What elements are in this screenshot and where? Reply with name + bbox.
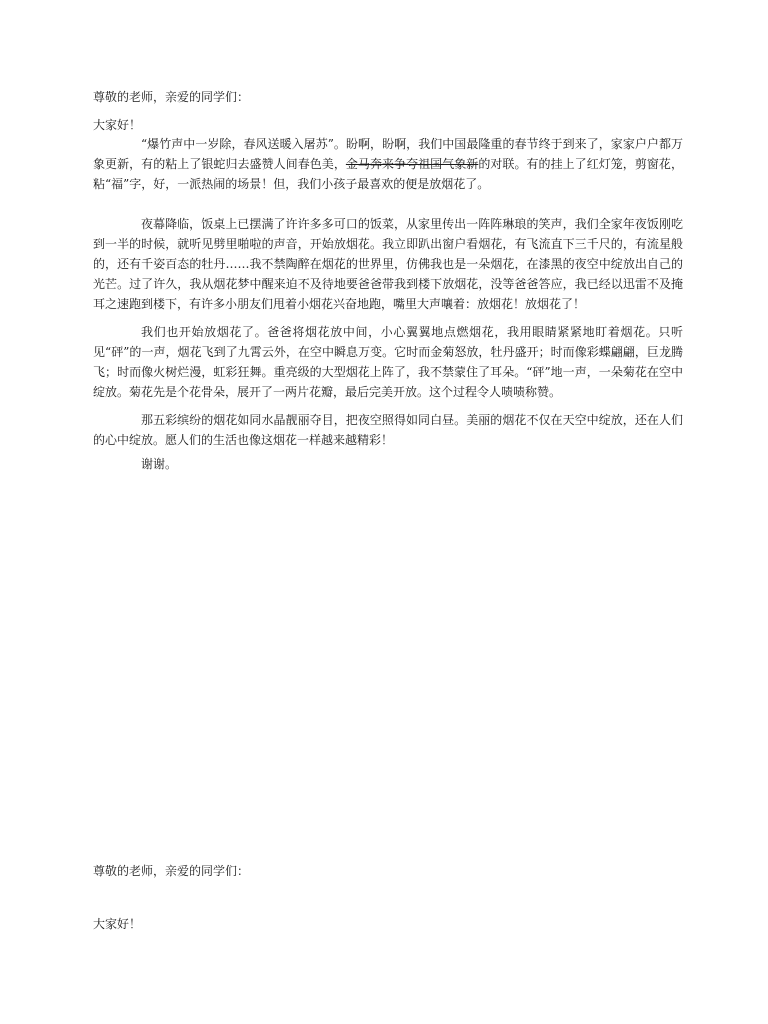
paragraph-4: 那五彩缤纷的烟花如同水晶靓丽夺目，把夜空照得如同白昼。美丽的烟花不仅在天空中绽放，还在人们的心中绽放。愿人们的生活也像这烟花一样越来越精彩！: [93, 413, 683, 447]
couplet-lower: 金马奔来争夸祖国气象新: [345, 157, 479, 171]
couplet-comma: ，: [333, 157, 346, 171]
paragraph-1-rest: 的对联。有的挂上了红灯笼，剪窗花，粘“福”字，好，一派热闹的场景！但，我们小孩子最喜欢的便是放烟花了。: [93, 157, 683, 191]
salutation: 尊敬的老师，亲爱的同学们：: [93, 90, 250, 104]
footer-salutation: 尊敬的老师，亲爱的同学们：: [93, 864, 250, 878]
footer-greeting: 大家好！: [93, 917, 142, 931]
paragraph-2: 夜幕降临，饭桌上已摆满了许许多多可口的饭菜，从家里传出一阵阵琳琅的笑声，我们全家年夜饭刚吃到一半的时候，就听见劈里啪啦的声音，开始放烟花。我立即趴出窗户看烟花，有飞流直下三千尺的，有流星般的，还有千姿百态的牡丹……我不禁陶醉在烟花的世界里，仿佛我也是一朵烟花，在漆黑的夜空中绽放出自己的光芒。过了许久，我从烟花梦中醒来迫不及待地要爸爸带我到楼下放烟花，没等爸爸答应，我已经以迅雷不及掩耳之速跑到楼下，有许多小朋友们甩着小烟花兴奋地跑，嘴里大声嚷着：放烟花！放烟花了！: [93, 217, 683, 311]
paragraph-1-intro: “爆竹声中一岁除，春风送暖入屠苏”。盼啊，盼啊，我们中国最隆重的春节终于到来了，家家户户都万象更新，有的粘上了: [93, 137, 683, 171]
paragraph-1: [93, 134, 683, 194]
couplet-upper: 银蛇归去盛赞人间春色美: [201, 157, 334, 171]
closing: 谢谢。: [141, 457, 178, 471]
greeting: 大家好！: [93, 118, 142, 132]
paragraph-3: 我们也开始放烟花了。爸爸将烟花放中间，小心翼翼地点燃烟花，我用眼睛紧紧地盯着烟花。只听见“砰”的一声，烟花飞到了九霄云外，在空中瞬息万变。它时而金菊怒放，牡丹盛开；时而像彩蝶翩翩，巨龙腾飞；时而像火树烂漫，虹彩狂舞。重亮级的大型烟花上阵了，我不禁蒙住了耳朵。“砰”地一声，一朵菊花在空中绽放。菊花先是个花骨朵，展开了一两片花瓣，最后完美开放。这个过程令人啧啧称赞。: [93, 325, 683, 399]
